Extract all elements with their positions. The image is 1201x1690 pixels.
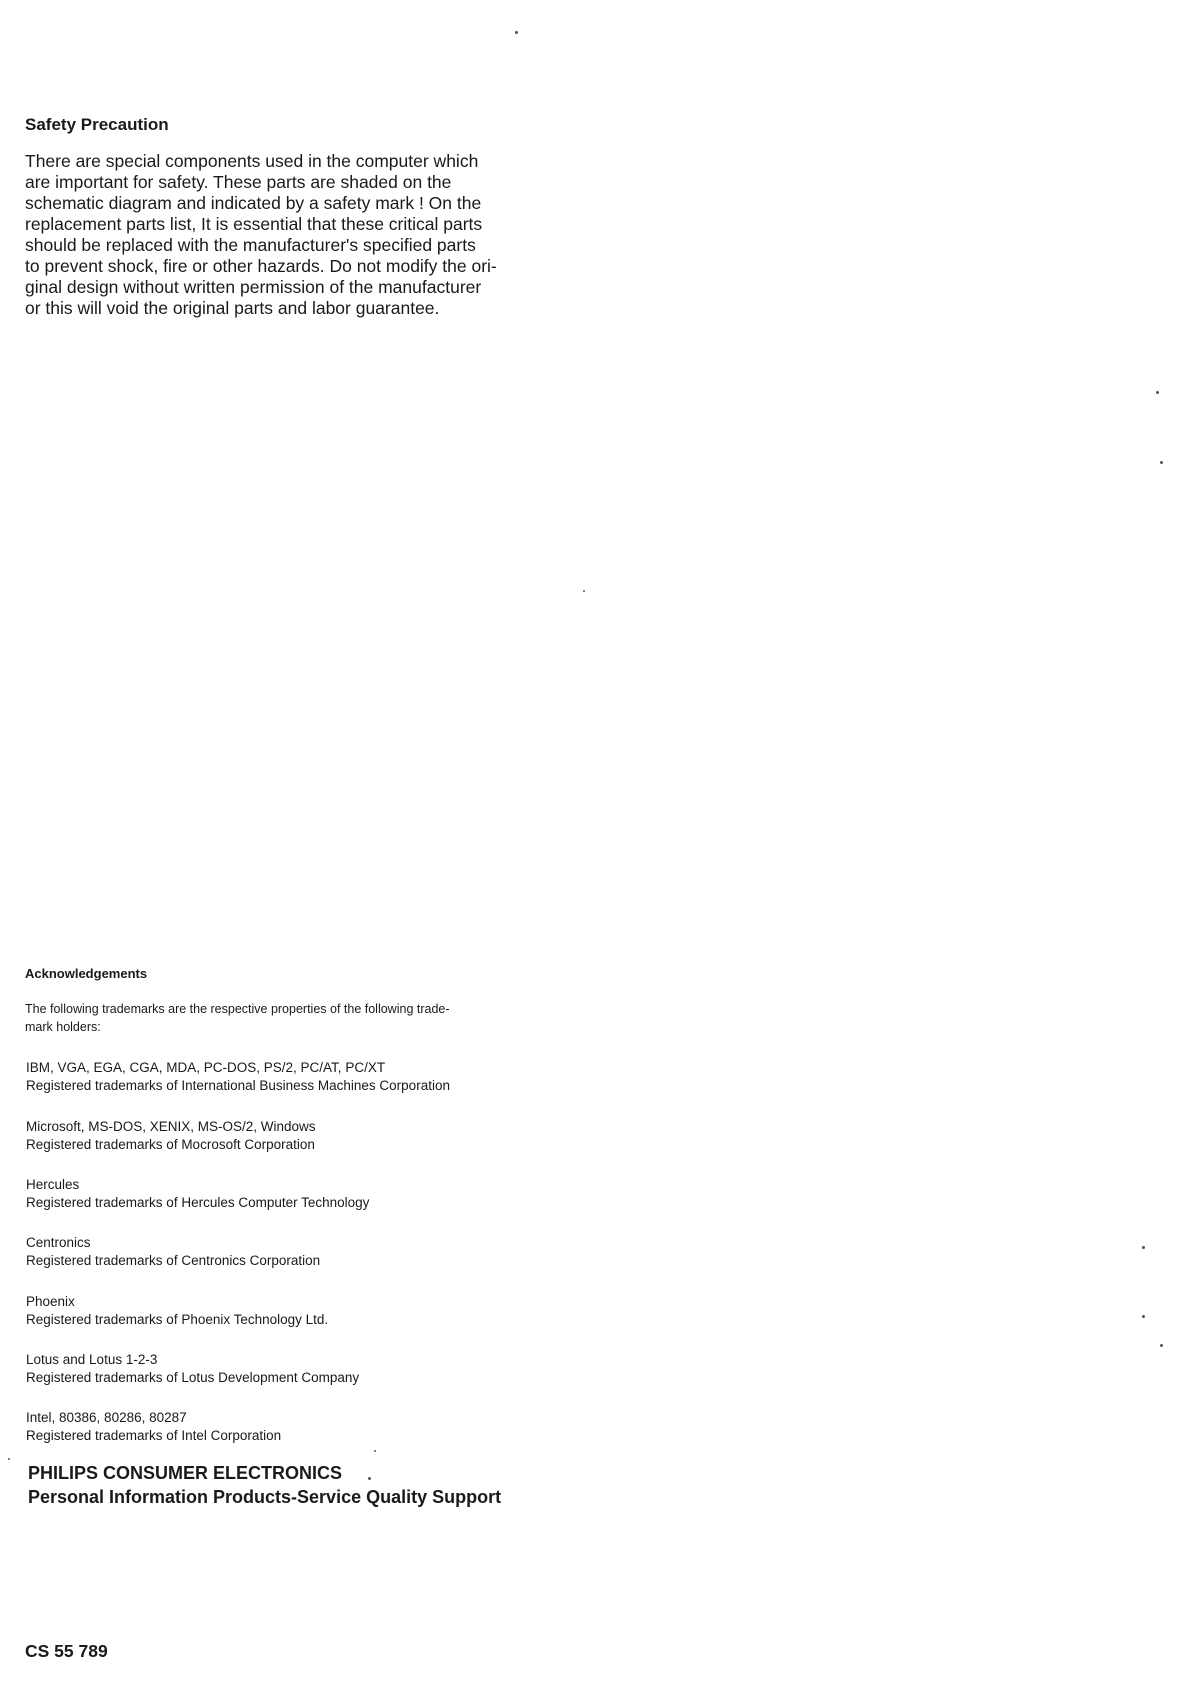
trademark-holder: Registered trademarks of Mocrosoft Corporation: [26, 1137, 315, 1152]
trademark-holder: Registered trademarks of Hercules Computer Technology: [26, 1195, 370, 1210]
safety-line: replacement parts list, It is essential that these critical parts: [25, 214, 483, 234]
safety-line: or this will void the original parts and labor guarantee.: [25, 298, 440, 318]
document-code: CS 55 789: [25, 1641, 108, 1661]
trademark-holder: Registered trademarks of Centronics Corporation: [26, 1253, 321, 1268]
trademark-entry: [26, 1409, 281, 1445]
trademark-entry: [26, 1351, 359, 1387]
scan-speck: [368, 1477, 371, 1480]
safety-line: should be replaced with the manufacturer's specified parts: [25, 235, 476, 255]
scan-speck: [374, 1450, 376, 1452]
trademark-entry: [26, 1293, 328, 1329]
trademark-marks: Phoenix: [26, 1294, 75, 1309]
scan-speck: [1142, 1315, 1145, 1318]
safety-line: ginal design without written permission of the manufacturer: [25, 277, 482, 297]
scan-speck: [1160, 1344, 1163, 1347]
acknowledgements-intro: [25, 1000, 545, 1036]
trademark-marks: Centronics: [26, 1235, 91, 1250]
scan-speck: [583, 590, 585, 592]
scan-speck: [1160, 461, 1163, 464]
trademark-marks: Hercules: [26, 1177, 80, 1192]
safety-line: There are special components used in the computer which: [25, 151, 479, 171]
intro-line: The following trademarks are the respective properties of the following trade-: [25, 1002, 450, 1016]
intro-line: mark holders:: [25, 1020, 101, 1034]
trademark-marks: Intel, 80386, 80286, 80287: [26, 1410, 187, 1425]
scan-speck: [8, 1458, 10, 1460]
scan-speck: [1156, 391, 1159, 394]
safety-line: schematic diagram and indicated by a safety mark ! On the: [25, 193, 482, 213]
trademark-entry: [26, 1234, 320, 1270]
trademark-entry: [26, 1176, 369, 1212]
company-name: PHILIPS CONSUMER ELECTRONICS: [28, 1463, 343, 1483]
safety-line: are important for safety. These parts are shaded on the: [25, 172, 452, 192]
scan-speck: [1142, 1246, 1145, 1249]
safety-heading: Safety Precaution: [25, 115, 169, 134]
scan-speck: [515, 31, 518, 34]
trademark-holder: Registered trademarks of International Business Machines Corporation: [26, 1078, 450, 1093]
safety-line: to prevent shock, fire or other hazards. Do not modify the ori-: [25, 256, 497, 276]
trademark-marks: Lotus and Lotus 1-2-3: [26, 1352, 158, 1367]
trademark-holder: Registered trademarks of Phoenix Technology Ltd.: [26, 1312, 329, 1327]
company-division: Personal Information Products-Service Quality Support: [28, 1487, 502, 1507]
trademark-entry: [26, 1118, 316, 1154]
trademark-entry: [26, 1059, 450, 1095]
trademark-holder: Registered trademarks of Lotus Development Company: [26, 1370, 360, 1385]
trademark-holder: Registered trademarks of Intel Corporation: [26, 1428, 282, 1443]
safety-paragraph: [25, 151, 545, 319]
trademark-marks: Microsoft, MS-DOS, XENIX, MS-OS/2, Windows: [26, 1119, 316, 1134]
trademark-marks: IBM, VGA, EGA, CGA, MDA, PC-DOS, PS/2, PC/AT, PC/XT: [26, 1060, 386, 1075]
acknowledgements-heading: Acknowledgements: [25, 966, 148, 981]
